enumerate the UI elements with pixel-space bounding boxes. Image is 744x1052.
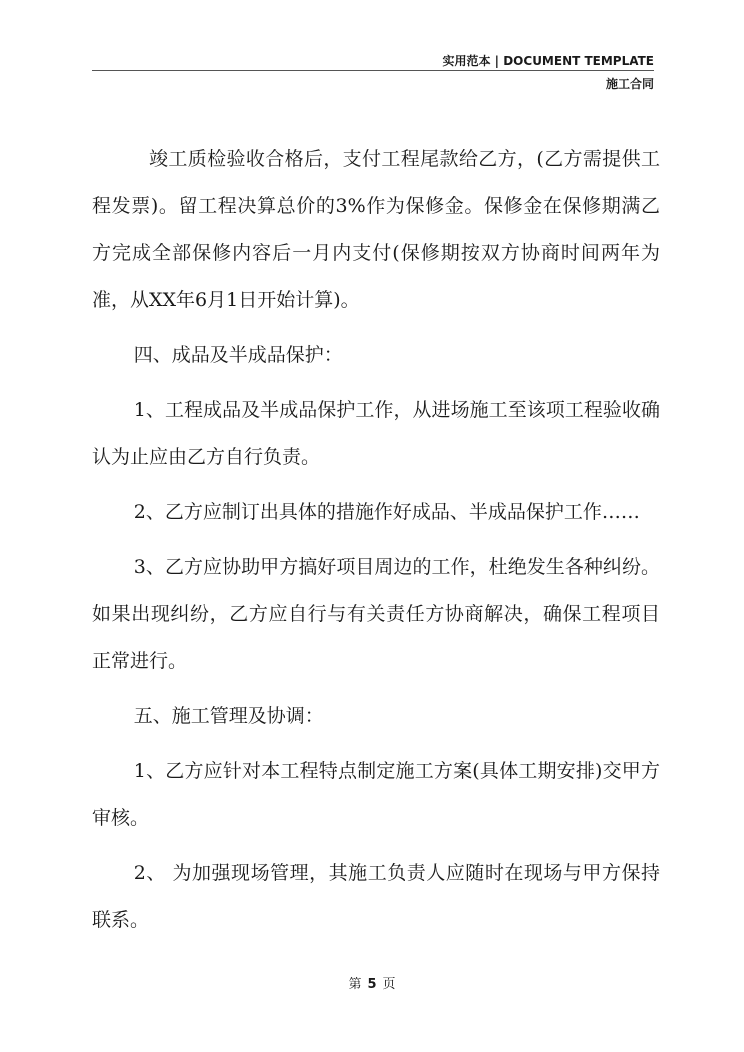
paragraph-protection-1: 1、工程成品及半成品保护工作，从进场施工至该项工程验收确认为止应由乙方自行负责。 <box>92 399 660 468</box>
footer-prefix: 第 <box>348 977 362 992</box>
paragraph-protection-2: 2、乙方应制订出具体的措施作好成品、半成品保护工作…… <box>133 501 640 523</box>
paragraph-protection-3: 3、乙方应协助甲方搞好项目周边的工作，杜绝发生各种纠纷。如果出现纠纷，乙方应自行与有关责任方协商解决，确保工程项目正常进行。 <box>92 556 660 672</box>
document-body <box>92 136 660 944</box>
section-heading-protection: 四、成品及半成品保护： <box>133 344 343 366</box>
page-footer <box>0 973 744 992</box>
header-template-label: 实用范本 | DOCUMENT TEMPLATE <box>442 54 654 68</box>
header-document-type: 施工合同 <box>605 77 654 91</box>
footer-suffix: 页 <box>382 977 396 992</box>
section-heading-management: 五、施工管理及协调： <box>133 705 324 727</box>
page-header <box>442 53 654 69</box>
paragraph-management-1: 1、乙方应针对本工程特点制定施工方案(具体工期安排)交甲方审核。 <box>92 760 660 829</box>
page-number: 5 <box>367 977 377 992</box>
paragraph-management-2: 2、 为加强现场管理，其施工负责人应随时在现场与甲方保持联系。 <box>92 862 660 931</box>
header-rule <box>92 70 654 71</box>
paragraph-payment-terms: 竣工质检验收合格后，支付工程尾款给乙方，(乙方需提供工程发票)。留工程决算总价的3%作为保修金。保修金在保修期满乙方完成全部保修内容后一月内支付(保修期按双方协商时间两年为准，从XX年6月1日开始计算)。 <box>92 148 660 311</box>
